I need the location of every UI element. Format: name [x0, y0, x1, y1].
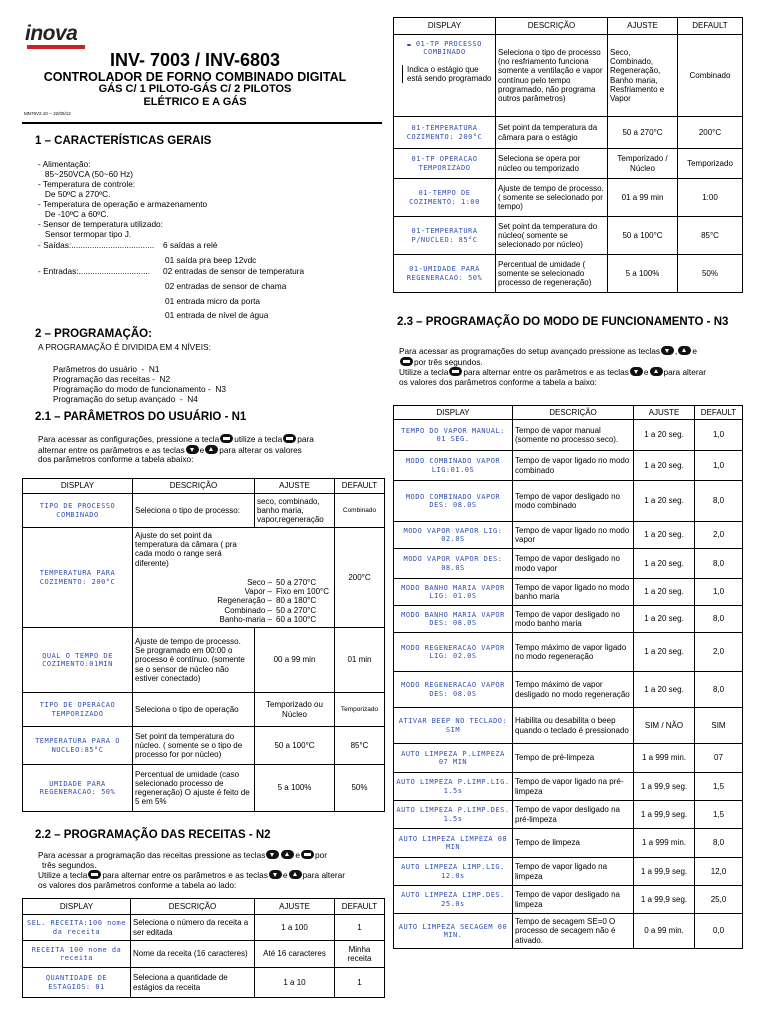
row-default: Combinado [678, 35, 743, 117]
input-item: 02 entradas de sensor de chama [165, 281, 287, 291]
table-row [394, 420, 743, 451]
down-key-icon [269, 870, 282, 879]
row-desc: Tempo de vapor desligado na pré-limpeza [513, 801, 634, 829]
display-text: MODO REGENERACAO VAPOR LIG: 02.0S [394, 633, 513, 672]
n1-instructions: Para acessar as configurações, pressione a tecla utilize a tecla para alternar entre os parâmetros e as teclas e para alterar os valores dos parâmetros conforme a tabela abaixo: [38, 434, 314, 465]
pgm-key-icon [283, 434, 296, 443]
display-text: RECEITA 100 nome da receita [23, 941, 131, 968]
table-row [394, 829, 743, 858]
row-default: 1 [335, 915, 385, 941]
row-ajuste: seco, combinado, banho maria, vapor,regeneração [255, 494, 335, 528]
table-row [394, 886, 743, 914]
row-desc: Set point da temperatura do núcleo. ( somente se o tipo de processo for por núcleo) [133, 727, 255, 765]
col-display: DISPLAY [394, 406, 513, 420]
row-default: 0,0 [695, 914, 743, 949]
display-text: TIPO DE PROCESSO COMBINADO [23, 494, 133, 528]
row-ajuste: 5 a 100% [608, 255, 678, 293]
display-text: 01-TEMPERATURA COZIMENTO: 200°C [394, 117, 496, 149]
display-text: 01-TEMPO DE COZIMENTO: 1:00 [394, 179, 496, 217]
pgm-key-icon [301, 850, 314, 859]
row-default: 2,0 [695, 522, 743, 549]
col-default: DEFAULT [335, 899, 385, 915]
inova-logo [25, 24, 87, 48]
table-header-row [23, 899, 385, 915]
logo-underline [27, 45, 85, 49]
row-desc: Ajuste de tempo de processo. Se programado em 00:00 o processo é contínuo. (somente se o sensor de núcleo não estiver conectado) [133, 628, 255, 693]
row-ajuste: Seco, Combinado, Regeneração, Banho maria, Resfriamento e Vapor [608, 35, 678, 117]
level-item: Programação do setup avançado - N4 [53, 394, 198, 404]
row-default: SIM [695, 708, 743, 744]
row-default: 200°C [678, 117, 743, 149]
table-header-row [394, 406, 743, 420]
row-default: 25,0 [695, 886, 743, 914]
display-text: AUTO LIMPEZA LIMP.DES. 25.0s [394, 886, 513, 914]
row-ajuste: 50 a 270°C [608, 117, 678, 149]
pgm-key-icon [449, 367, 462, 376]
row-default: 8,0 [695, 606, 743, 633]
section-2-1-heading: 2.1 – PARÂMETROS DO USUÁRIO - N1 [35, 411, 247, 423]
spec-line: - Sensor de temperatura utilizado: [38, 219, 163, 229]
row-default: 8,0 [695, 829, 743, 858]
n2-recipes-table [22, 898, 385, 998]
table-row [23, 968, 385, 998]
row-default: 1,5 [695, 773, 743, 801]
table-row [394, 744, 743, 773]
row-desc: Tempo de vapor desligado no modo vapor [513, 549, 634, 579]
table-row [394, 606, 743, 633]
display-text: 01-TP OPERACAO TEMPORIZADO [394, 149, 496, 179]
output-item: 01 saída pra beep 12vdc [165, 255, 257, 265]
row-ajuste: 1 a 20 seg. [634, 420, 695, 451]
col-descricao: DESCRIÇÃO [513, 406, 634, 420]
level-item: Programação do modo de funcionamento - N3 [53, 384, 226, 394]
row-desc: Tempo de pré-limpeza [513, 744, 634, 773]
input-item: 02 entradas de sensor de temperatura [163, 266, 305, 276]
doc-title: INV- 7003 / INV-6803 [109, 50, 281, 70]
display-cell [394, 35, 496, 117]
table-row [394, 451, 743, 481]
table-row [394, 255, 743, 293]
table-row [394, 801, 743, 829]
row-desc: Percentual de umidade ( somente se selecionado processo de regeneração) [496, 255, 608, 293]
table-row [23, 528, 385, 628]
row-default: 85°C [678, 217, 743, 255]
row-desc: Seleciona o tipo de processo: [133, 494, 255, 528]
row-default: 2,0 [695, 633, 743, 672]
display-text: AUTO LIMPEZA SECAGEM 00 MIN. [394, 914, 513, 949]
table-row [394, 481, 743, 522]
outputs-label: - Saídas:.................................... [38, 240, 155, 250]
row-default: 1,0 [695, 579, 743, 606]
table-row [394, 179, 743, 217]
doc-version: MN76V2.10 -- 22/05/12 [24, 111, 71, 116]
input-item: 01 entrada de nível de água [165, 310, 269, 320]
table-row [394, 117, 743, 149]
row-ajuste: 1 a 999 min. [634, 744, 695, 773]
section-2-2-heading: 2.2 – PROGRAMAÇÃO DAS RECEITAS - N2 [35, 829, 271, 841]
row-desc: Nome da receita (16 caracteres) [131, 941, 255, 968]
row-ajuste: 1 a 99,9 seg. [634, 801, 695, 829]
row-desc: Tempo de vapor manual (somente no processo seco). [513, 420, 634, 451]
table-row [394, 672, 743, 708]
row-ajuste: 0 a 99 min. [634, 914, 695, 949]
row-default: 85°C [335, 727, 385, 765]
table-row [394, 858, 743, 886]
col-default: DEFAULT [695, 406, 743, 420]
n3-instructions: Para acessar as programações do setup avançado pressione as teclas , e por três segundos. Utilize a tecla para alternar entre os parâmetros e as teclas e para alterar os valores dos parâmetros conforme a tabela a baixo: [399, 346, 706, 387]
row-desc: Tempo de vapor ligado no modo vapor [513, 522, 634, 549]
spec-line: - Temperatura de operação e armazenamento [38, 199, 208, 209]
table-row [394, 149, 743, 179]
row-ajuste: 1 a 99,9 seg. [634, 886, 695, 914]
row-ajuste: 01 a 99 min [608, 179, 678, 217]
row-desc: Tempo de vapor desligado no modo banho maria [513, 606, 634, 633]
header-rule [22, 122, 382, 124]
row-default: 12,0 [695, 858, 743, 886]
display-text: AUTO LIMPEZA P.LIMP.DES. 1.5s [394, 801, 513, 829]
section-2-3-heading: 2.3 – PROGRAMAÇÃO DO MODO DE FUNCIONAMENTO - N3 [397, 316, 729, 328]
row-ajuste: SIM / NÃO [634, 708, 695, 744]
table-row [394, 914, 743, 949]
spec-line: 85~250VCA (50~60 Hz) [38, 169, 134, 179]
display-text: MODO VAPOR VAPOR DES: 08.0S [394, 549, 513, 579]
spec-line: - Temperatura de controle: [38, 179, 136, 189]
down-key-icon [266, 850, 279, 859]
row-ajuste: 1 a 99,9 seg. [634, 858, 695, 886]
general-specs [38, 159, 207, 239]
row-desc: Tempo máximo de vapor desligado no modo regeneração [513, 672, 634, 708]
up-key-icon [678, 346, 691, 355]
down-key-icon [630, 367, 643, 376]
table-row [23, 693, 385, 727]
row-desc: Habilita ou desabilita o beep quando o teclado é pressionado [513, 708, 634, 744]
programming-intro: A PROGRAMAÇÃO É DIVIDIDA EM 4 NÍVEIS: [38, 342, 211, 352]
row-default: Temporizado [335, 693, 385, 727]
row-ajuste: 5 a 100% [255, 765, 335, 812]
row-desc: Tempo de vapor ligado na limpeza [513, 858, 634, 886]
doc-subtitle: CONTROLADOR DE FORNO COMBINADO DIGITAL [43, 70, 347, 84]
row-ajuste: 1 a 100 [255, 915, 335, 941]
row-default: 1 [335, 968, 385, 998]
col-ajuste: AJUSTE [608, 18, 678, 35]
table-row [394, 633, 743, 672]
input-item: 01 entrada micro da porta [165, 296, 261, 306]
display-text: 01-TEMPERATURA P/NUCLEO: 85°C [394, 217, 496, 255]
row-ajuste: 00 a 99 min [255, 628, 335, 693]
row-default: Temporizado [678, 149, 743, 179]
row-ajuste: 1 a 20 seg. [634, 672, 695, 708]
up-key-icon [281, 850, 294, 859]
row-desc: Tempo de vapor ligado na pré-limpeza [513, 773, 634, 801]
n2-instructions: Para acessar a programação das receitas pressione as teclas e por três segundos. Utilize a tecla para alternar entre os parâmetros e as teclas e para alterar os valores dos parâmetros conforme a tabela ao lado: [38, 850, 345, 890]
row-ajuste: 1 a 20 seg. [634, 633, 695, 672]
row-ajuste: 1 a 20 seg. [634, 549, 695, 579]
table-row [394, 579, 743, 606]
display-text: SEL. RECEITA:100 nome da receita [23, 915, 131, 941]
table-row [23, 628, 385, 693]
row-desc: Set point da temperatura da câmara para o estágio [496, 117, 608, 149]
row-desc: Tempo máximo de vapor ligado no modo regeneração [513, 633, 634, 672]
inputs-label: - Entradas:............................... [38, 266, 151, 276]
row-ajuste: Até 16 caracteres [255, 941, 335, 968]
display-text: MODO COMBINADO VAPOR DES: 08.0S [394, 481, 513, 522]
col-ajuste: AJUSTE [255, 899, 335, 915]
display-text: MODO BANHO MARIA VAPOR LIG: 01.0S [394, 579, 513, 606]
display-text: AUTO LIMPEZA P.LIMP.LIG. 1.5s [394, 773, 513, 801]
row-default: 50% [335, 765, 385, 812]
row-desc: Percentual de umidade (caso selecionado processo de regeneração) O ajuste é feito de 5 em 5% [133, 765, 255, 812]
col-display: DISPLAY [394, 18, 496, 35]
col-default: DEFAULT [678, 18, 743, 35]
display-text: ATIVAR BEEP NO TECLADO: SIM [394, 708, 513, 744]
row-default: 8,0 [695, 549, 743, 579]
pgm-key-icon [400, 357, 413, 366]
output-item: 6 saídas a relé [163, 240, 218, 250]
display-text: MODO VAPOR VAPOR LIG: 02.0S [394, 522, 513, 549]
row-desc: Seleciona a quantidade de estágios da receita [131, 968, 255, 998]
col-descricao: DESCRIÇÃO [133, 479, 255, 494]
display-text: 01-UMIDADE PARA REGENERACAO: 50% [394, 255, 496, 293]
row-desc: Seleciona o tipo de processo (no resfriamento funciona somente a ventilação e vapor contínuo pelo tempo programado, não programa outros parâmetros) [496, 35, 608, 117]
display-text: TEMPERATURA PARA O NUCLEO:85°C [23, 727, 133, 765]
pgm-key-icon [220, 434, 233, 443]
stage-display [396, 40, 493, 57]
table-row [394, 217, 743, 255]
up-key-icon [650, 367, 663, 376]
row-default: 01 min [335, 628, 385, 693]
display-text: AUTO LIMPEZA LIMP.LIG. 12.0s [394, 858, 513, 886]
col-descricao: DESCRIÇÃO [496, 18, 608, 35]
col-display: DISPLAY [23, 899, 131, 915]
display-text: AUTO LIMPEZA P.LIMPEZA 07 MIN [394, 744, 513, 773]
display-text: QUANTIDADE DE ESTAGIOS: 01 [23, 968, 131, 998]
row-desc: Tempo de vapor ligado no modo combinado [513, 451, 634, 481]
programming-levels [53, 364, 226, 404]
row-ajuste: 1 a 999 min. [634, 829, 695, 858]
row-desc: Set point da temperatura do núcleo( somente se selecionado por núcleo) [496, 217, 608, 255]
stage-callout: Indica o estágio que está sendo programado [402, 65, 493, 83]
row-desc: Ajuste de tempo de processo.( somente se selecionado por tempo) [496, 179, 608, 217]
down-key-icon [186, 445, 199, 454]
spec-line: - Alimentação: [38, 159, 91, 169]
row-ajuste: 1 a 20 seg. [634, 481, 695, 522]
up-key-icon [205, 445, 218, 454]
table-row [394, 773, 743, 801]
row-desc: Tempo de secagem SE=0 O processo de secagem não é ativado. [513, 914, 634, 949]
down-key-icon [661, 346, 674, 355]
display-text: UMIDADE PARA REGENERACAO: 50% [23, 765, 133, 812]
n1-parameters-table [22, 478, 385, 812]
table-row [394, 708, 743, 744]
row-default: 200°C [335, 528, 385, 628]
level-item: Parâmetros do usuário - N1 [53, 364, 160, 374]
stage-number-highlight [407, 44, 411, 46]
display-text: QUAL O TEMPO DE COZIMENTO:01MIN [23, 628, 133, 693]
table-row [394, 35, 743, 117]
temp-range-cell [133, 528, 335, 628]
row-desc: Tempo de limpeza [513, 829, 634, 858]
logo-text: inova [25, 22, 78, 45]
display-text: MODO BANHO MARIA VAPOR DES: 08.0S [394, 606, 513, 633]
table-row [394, 522, 743, 549]
display-text: TEMPO DO VAPOR MANUAL: 01 SEG. [394, 420, 513, 451]
col-display: DISPLAY [23, 479, 133, 494]
pgm-key-icon [88, 870, 101, 879]
row-ajuste: 1 a 10 [255, 968, 335, 998]
table-row [23, 765, 385, 812]
row-default: 1,5 [695, 801, 743, 829]
row-ajuste: 1 a 99,9 seg. [634, 773, 695, 801]
n2-stage-table [393, 17, 743, 293]
row-desc: Tempo de vapor ligado no modo banho maria [513, 579, 634, 606]
col-descricao: DESCRIÇÃO [131, 899, 255, 915]
n3-mode-table [393, 405, 743, 949]
row-default: 8,0 [695, 672, 743, 708]
table-row [394, 549, 743, 579]
row-ajuste: 1 a 20 seg. [634, 606, 695, 633]
row-desc: Tempo de vapor desligado na limpeza [513, 886, 634, 914]
table-header-row [23, 479, 385, 494]
range-list: Seco – 50 a 270°C Vapor – Fixo em 100°C Regeneração – 80 a 180°C Combinado – 50 a 270°C Banho-maria – 60 a 100°C [217, 577, 329, 624]
row-desc: Ajuste do set point da temperatura da câmara ( pra cada modo o range será diferente) [135, 531, 237, 568]
row-default: Minha receita [335, 941, 385, 968]
col-ajuste: AJUSTE [634, 406, 695, 420]
row-ajuste: 1 a 20 seg. [634, 522, 695, 549]
table-row [23, 941, 385, 968]
table-row [23, 727, 385, 765]
level-item: Programação das receitas - N2 [53, 374, 171, 384]
row-ajuste: 50 a 100°C [608, 217, 678, 255]
up-key-icon [289, 870, 302, 879]
display-text: MODO COMBINADO VAPOR LIG:01.0S [394, 451, 513, 481]
section-2-heading: 2 – PROGRAMAÇÃO: [35, 328, 152, 340]
row-desc: Tempo de vapor desligado no modo combinado [513, 481, 634, 522]
row-ajuste: 50 a 100°C [255, 727, 335, 765]
row-default: 07 [695, 744, 743, 773]
col-default: DEFAULT [335, 479, 385, 494]
display-text: TIPO DE OPERACAO TEMPORIZADO [23, 693, 133, 727]
col-ajuste: AJUSTE [255, 479, 335, 494]
display-text: TEMPERATURA PARA COZIMENTO: 200°C [23, 528, 133, 628]
doc-line4: ELÉTRICO E A GÁS [143, 96, 247, 108]
row-default: 1:00 [678, 179, 743, 217]
table-row [23, 494, 385, 528]
row-default: 1,0 [695, 451, 743, 481]
row-desc: Seleciona o número da receita a ser editada [131, 915, 255, 941]
display-text: 01-TP PROCESSO COMBINADO [415, 40, 482, 57]
display-text: MODO REGENERACAO VAPOR DES: 08.0S [394, 672, 513, 708]
table-row [23, 915, 385, 941]
row-ajuste: Temporizado ou Núcleo [255, 693, 335, 727]
row-desc: Seleciona o tipo de operação [133, 693, 255, 727]
doc-line3: GÁS C/ 1 PILOTO-GÁS C/ 2 PILOTOS [98, 83, 292, 95]
spec-line: De -10ºC a 60ºC. [38, 209, 109, 219]
row-default: Combinado [335, 494, 385, 528]
table-header-row [394, 18, 743, 35]
row-ajuste: 1 a 20 seg. [634, 579, 695, 606]
spec-line: De 50ºC a 270ºC. [38, 189, 111, 199]
row-desc: Seleciona se opera por núcleo ou temporizado [496, 149, 608, 179]
section-1-heading: 1 – CARACTERÍSTICAS GERAIS [35, 135, 212, 147]
row-default: 50% [678, 255, 743, 293]
spec-line: Sensor termopar tipo J. [38, 229, 132, 239]
row-ajuste: 1 a 20 seg. [634, 451, 695, 481]
row-ajuste: Temporizado / Núcleo [608, 149, 678, 179]
row-default: 8,0 [695, 481, 743, 522]
display-text: AUTO LIMPEZA LIMPEZA 08 MIN [394, 829, 513, 858]
row-default: 1,0 [695, 420, 743, 451]
